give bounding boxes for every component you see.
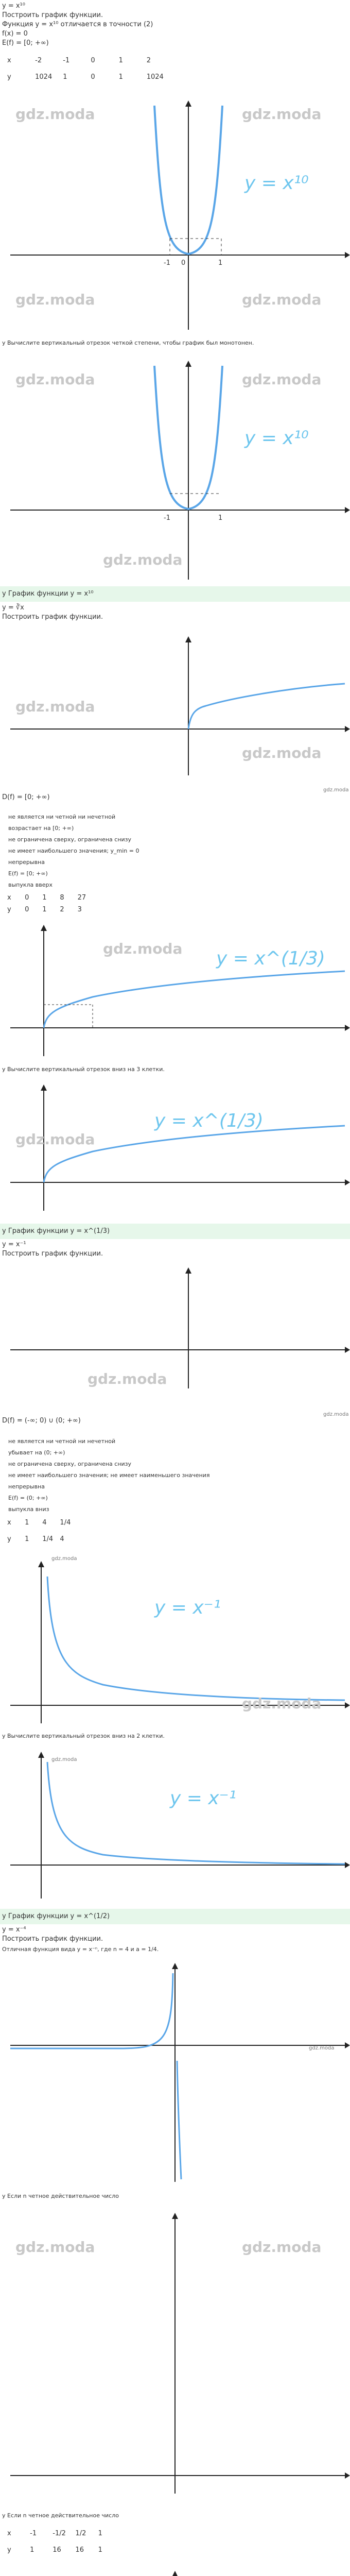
cell: 1 bbox=[98, 2546, 102, 2554]
graph-x10-b bbox=[0, 355, 350, 582]
brand-label: gdz.moda bbox=[51, 1556, 77, 1562]
watermark: gdz.moda bbox=[242, 371, 322, 388]
watermark: gdz.moda bbox=[103, 551, 183, 568]
tick-label: 1 bbox=[218, 514, 223, 522]
function-label: y = x⁻¹ bbox=[154, 1597, 221, 1618]
cell: x bbox=[7, 2530, 11, 2537]
tick-label: -1 bbox=[164, 259, 170, 267]
prop: E(f) = (0; +∞) bbox=[8, 1495, 48, 1501]
graph-inv-c bbox=[0, 1747, 350, 1901]
graph-xn4-c-svg bbox=[0, 2566, 350, 2576]
cell: 16 bbox=[52, 2546, 61, 2554]
cell: 16 bbox=[75, 2546, 84, 2554]
watermark: gdz.moda bbox=[87, 1370, 167, 1387]
tick-label: -1 bbox=[164, 514, 170, 522]
prop: не является ни четной ни нечетной bbox=[8, 814, 116, 820]
graph-x10-a bbox=[0, 95, 350, 332]
intro-2: Построить график функции. bbox=[2, 613, 103, 621]
cell: 2 bbox=[146, 57, 151, 64]
caption-4b: y Если n четное действительное число bbox=[2, 2512, 119, 2519]
line-1-3: f(x) = 0 bbox=[2, 30, 28, 38]
graph-inv-a bbox=[0, 1262, 350, 1391]
cell: -1 bbox=[63, 57, 70, 64]
cell: 0 bbox=[25, 894, 29, 902]
watermark: gdz.moda bbox=[242, 744, 322, 761]
prop: возрастает на [0; +∞) bbox=[8, 825, 74, 832]
prop: выпукла вниз bbox=[8, 1506, 49, 1513]
cell: 1024 bbox=[35, 73, 52, 81]
cell: 0 bbox=[91, 57, 95, 64]
intro-3: Построить график функции. bbox=[2, 1250, 103, 1258]
cell: 1/4 bbox=[60, 1519, 71, 1527]
cell: y bbox=[7, 73, 11, 81]
cell: 1/4 bbox=[42, 1535, 54, 1543]
cell: 0 bbox=[91, 73, 95, 81]
heading-2: y = ∛x bbox=[2, 604, 24, 612]
caption-2: y Вычислите вертикальный отрезок вниз на 3 клетки. bbox=[2, 1066, 165, 1073]
props-title-2: D(f) = [0; +∞) bbox=[2, 793, 50, 801]
table-y-2 bbox=[7, 906, 93, 913]
graph-cbrt-b bbox=[0, 920, 350, 1059]
watermark: gdz.moda bbox=[103, 940, 183, 957]
watermark: gdz.moda bbox=[15, 371, 95, 388]
cell: -1 bbox=[30, 2530, 37, 2537]
function-label: y = x^(1/3) bbox=[154, 1110, 264, 1131]
graph-xn4-c bbox=[0, 2566, 350, 2576]
cell: 1024 bbox=[146, 73, 164, 81]
cell: x bbox=[7, 1519, 11, 1527]
cell: 1 bbox=[25, 1519, 29, 1527]
tick-label: 1 bbox=[218, 259, 223, 267]
prop: не имеет наибольшего значения; y_min = 0 bbox=[8, 848, 139, 854]
band-label-2: y График функции y = x¹⁰ bbox=[2, 590, 94, 598]
heading-4: y = x⁻⁴ bbox=[2, 1926, 26, 1934]
graph-inv-c-svg bbox=[0, 1747, 350, 1901]
watermark: gdz.moda bbox=[15, 291, 95, 308]
graph-inv-b bbox=[0, 1556, 350, 1726]
cell: 1 bbox=[118, 73, 123, 81]
line-1-2: Функция y = x¹⁰ отличается в точности (2) bbox=[2, 21, 153, 28]
watermark: gdz.moda bbox=[242, 291, 322, 308]
brand-label: gdz.moda bbox=[309, 2045, 335, 2051]
props-title-3: D(f) = (-∞; 0) ∪ (0; +∞) bbox=[2, 1417, 81, 1425]
table-x-3 bbox=[7, 1519, 75, 1527]
cell: 27 bbox=[77, 894, 86, 902]
function-label: y = x¹⁰ bbox=[244, 428, 309, 449]
cell: y bbox=[7, 1535, 11, 1543]
prop: непрерывна bbox=[8, 1483, 45, 1490]
cell: 8 bbox=[60, 894, 64, 902]
cell: 4 bbox=[42, 1519, 47, 1527]
caption-1: y Вычислите вертикальный отрезок четкой степени, чтобы график был монотонен. bbox=[2, 340, 254, 346]
graph-xn4-b bbox=[0, 2208, 350, 2496]
band-label-4: y График функции y = x^(1/2) bbox=[2, 1912, 110, 1920]
prop: не является ни четной ни нечетной bbox=[8, 1438, 116, 1445]
brand-label: gdz.moda bbox=[51, 1757, 77, 1762]
watermark: gdz.moda bbox=[242, 106, 322, 123]
watermark: gdz.moda bbox=[15, 698, 95, 715]
table-x-4 bbox=[7, 2530, 119, 2537]
line-1-4: E(f) = [0; +∞) bbox=[2, 39, 49, 47]
cell: y bbox=[7, 906, 11, 913]
caption-3: y Вычислите вертикальный отрезок вниз на 2 клетки. bbox=[2, 1733, 165, 1739]
graph-x10-b-svg bbox=[0, 355, 350, 582]
prop: не ограничена сверху, ограничена снизу bbox=[8, 836, 132, 843]
prop: выпукла вверх bbox=[8, 882, 53, 888]
cell: x bbox=[7, 894, 11, 902]
prop: убывает на (0; +∞) bbox=[8, 1449, 65, 1456]
graph-xn4-a bbox=[0, 1958, 350, 2184]
graph-cbrt-c bbox=[0, 1079, 350, 1213]
heading-3: y = x⁻¹ bbox=[2, 1241, 26, 1248]
cell: 2 bbox=[60, 906, 64, 913]
cell: 1 bbox=[30, 2546, 34, 2554]
cell: 1 bbox=[42, 894, 47, 902]
table-x-2 bbox=[7, 894, 93, 902]
cell: 0 bbox=[25, 906, 29, 913]
table-y-3 bbox=[7, 1535, 75, 1543]
graph-xn4-a-svg bbox=[0, 1958, 350, 2184]
cell: -2 bbox=[35, 57, 42, 64]
function-label: y = x¹⁰ bbox=[244, 173, 309, 194]
cell: 1 bbox=[118, 57, 123, 64]
function-label: y = x^(1/3) bbox=[216, 948, 325, 969]
watermark: gdz.moda bbox=[15, 106, 95, 123]
function-label: y = x⁻¹ bbox=[170, 1788, 237, 1809]
prop: не ограничена сверху, ограничена снизу bbox=[8, 1461, 132, 1467]
cell: x bbox=[7, 57, 11, 64]
intro-1: Построить график функции. bbox=[2, 11, 103, 19]
brand-label: gdz.moda bbox=[323, 1412, 349, 1417]
band-label-3: y График функции y = x^(1/3) bbox=[2, 1227, 110, 1235]
prop: не имеет наибольшего значения; не имеет наименьшего значения bbox=[8, 1472, 210, 1479]
watermark: gdz.moda bbox=[15, 1131, 95, 1148]
watermark: gdz.moda bbox=[15, 2239, 95, 2256]
prop: E(f) = [0; +∞) bbox=[8, 870, 48, 877]
cell: 3 bbox=[77, 906, 82, 913]
graph-cbrt-a bbox=[0, 626, 350, 781]
brand-label: gdz.moda bbox=[323, 787, 349, 793]
cell: 1 bbox=[63, 73, 67, 81]
intro-4: Построить график функции. bbox=[2, 1935, 103, 1943]
cell: -1/2 bbox=[52, 2530, 66, 2537]
prop: непрерывна bbox=[8, 859, 45, 866]
cell: 1/2 bbox=[75, 2530, 86, 2537]
cell: 1 bbox=[98, 2530, 102, 2537]
table-y-1 bbox=[7, 73, 172, 81]
tick-label: 0 bbox=[181, 259, 186, 267]
table-x-1 bbox=[7, 57, 172, 64]
cell: y bbox=[7, 2546, 11, 2554]
cell: 1 bbox=[42, 906, 47, 913]
caption-4: y Если n четное действительное число bbox=[2, 2193, 119, 2199]
heading-1: y = x¹⁰ bbox=[2, 2, 25, 10]
cell: 4 bbox=[60, 1535, 64, 1543]
graph-inv-a-svg bbox=[0, 1262, 350, 1391]
line-4-2: Отличная функция вида y = x⁻ⁿ, где n = 4 и a = 1/4. bbox=[2, 1946, 159, 1953]
watermark: gdz.moda bbox=[242, 1695, 322, 1712]
table-y-4 bbox=[7, 2546, 119, 2554]
watermark: gdz.moda bbox=[242, 2239, 322, 2256]
cell: 1 bbox=[25, 1535, 29, 1543]
